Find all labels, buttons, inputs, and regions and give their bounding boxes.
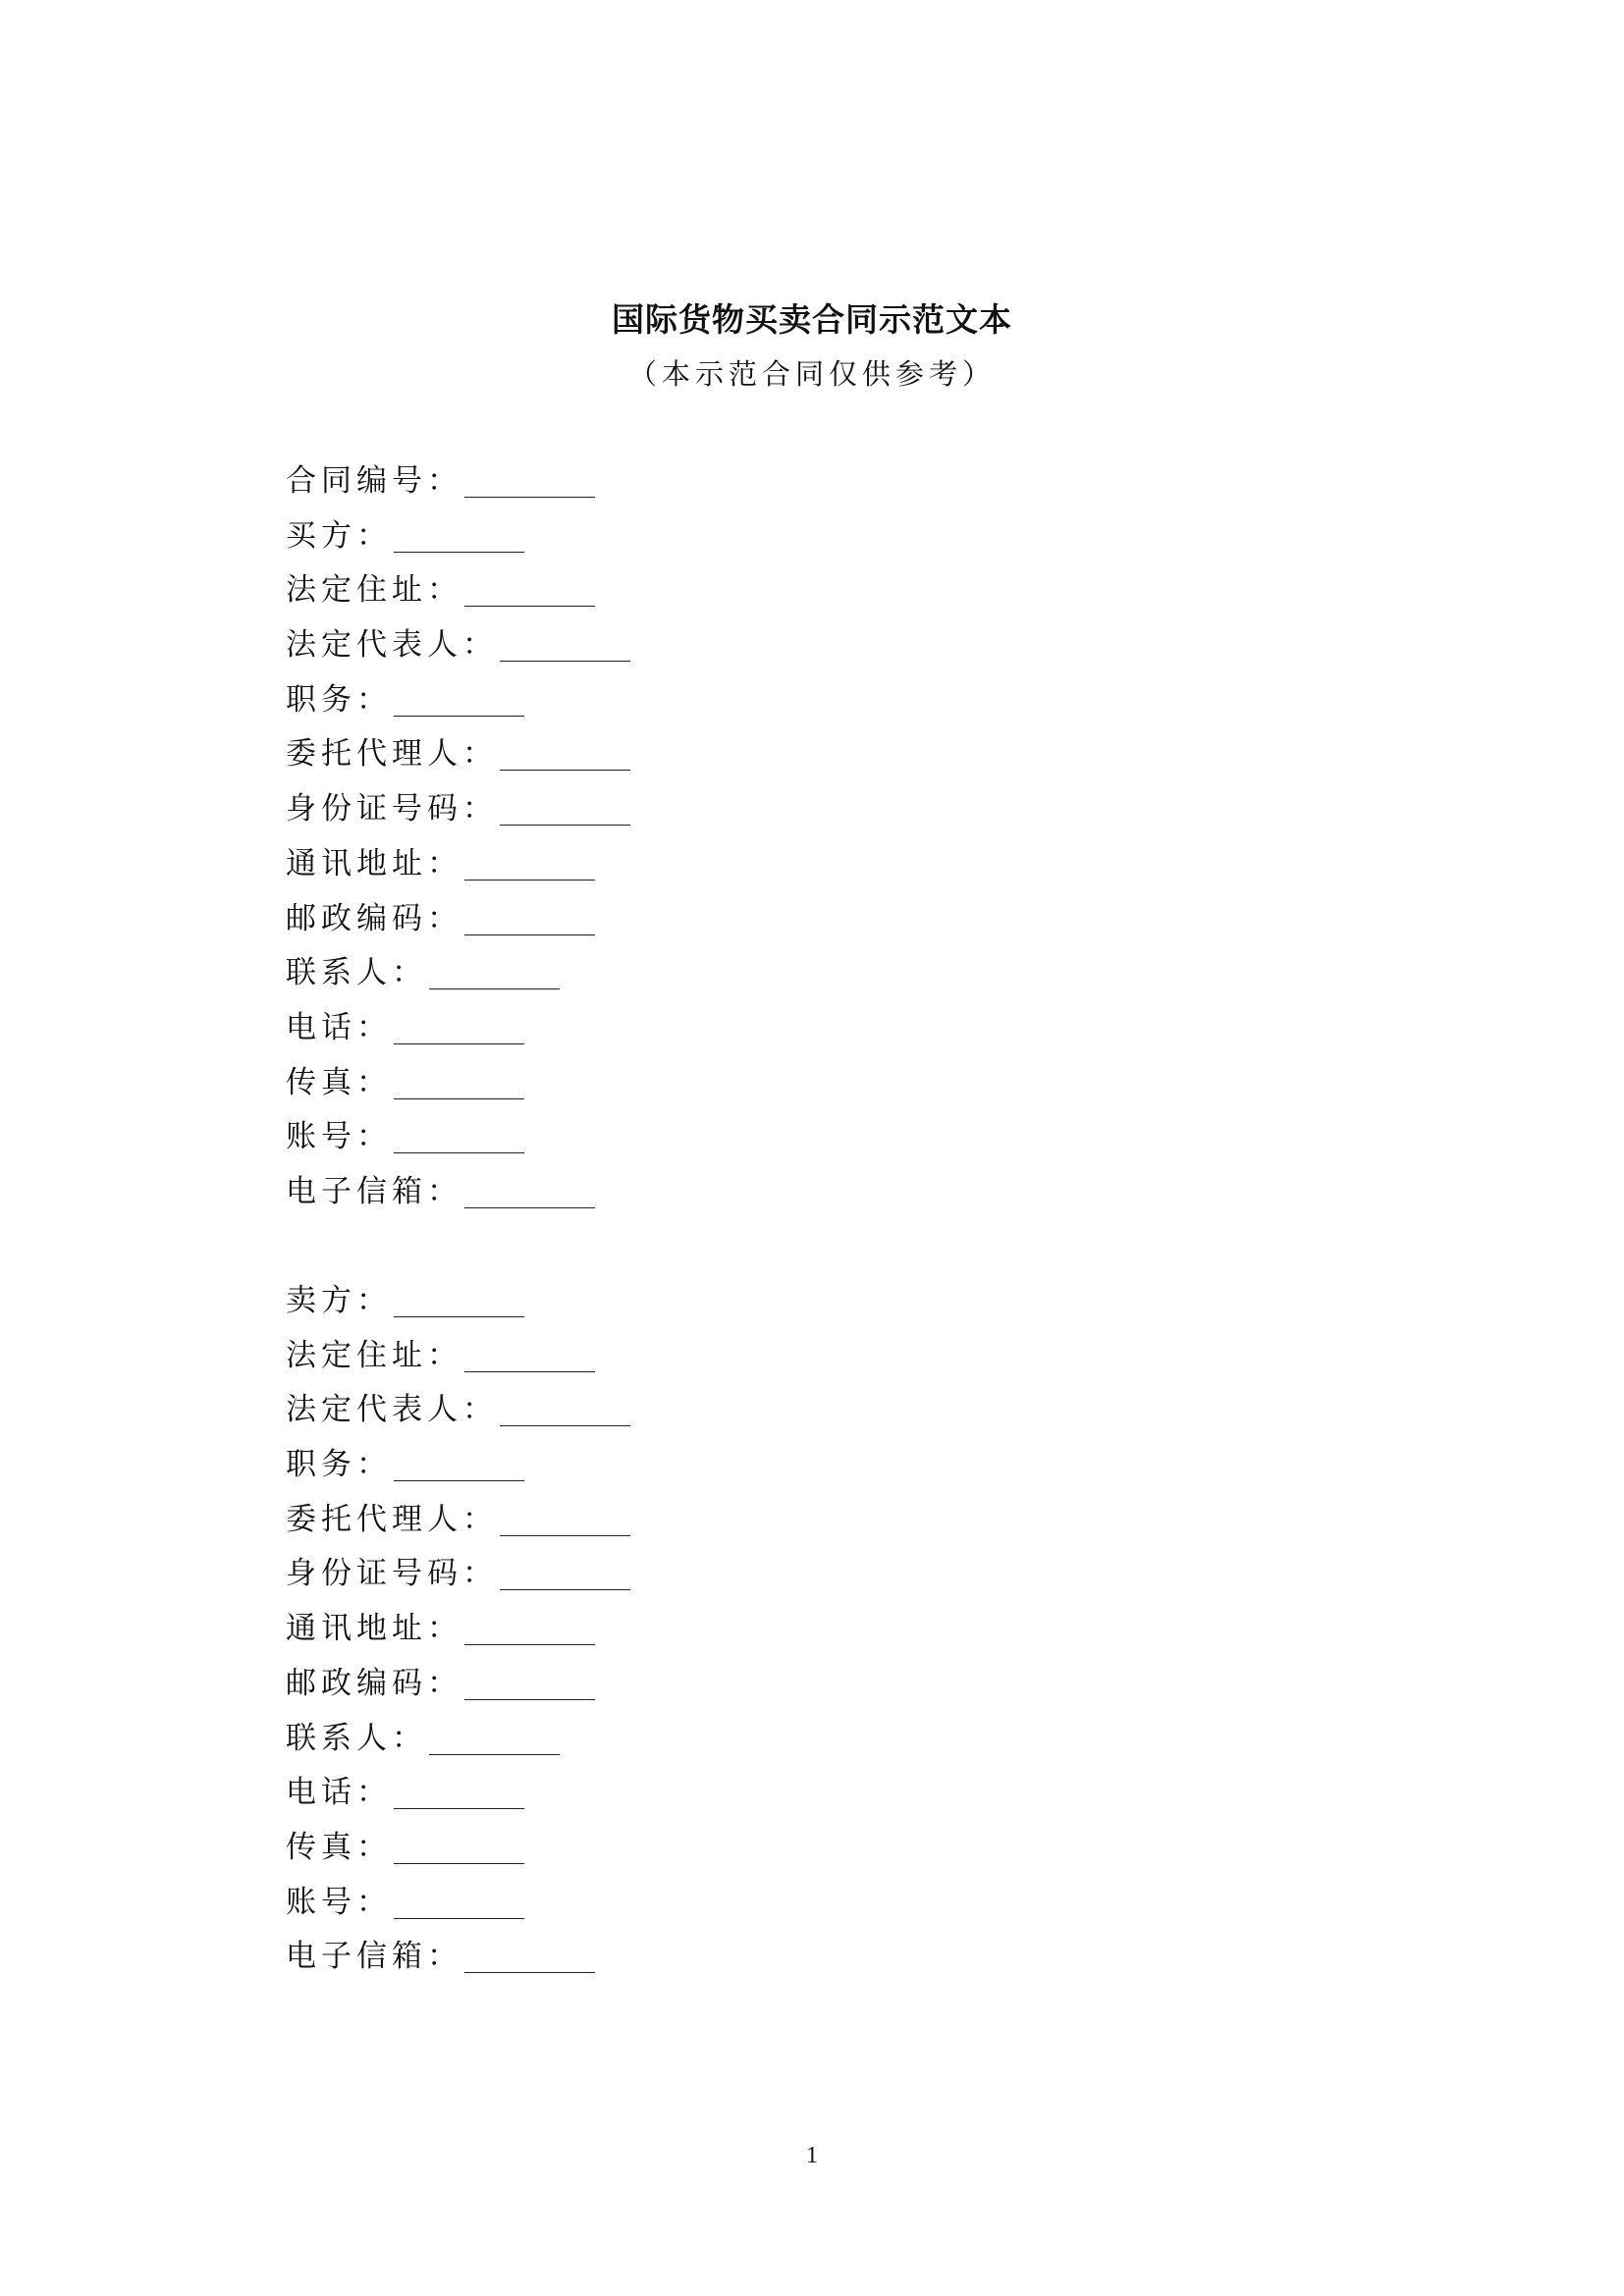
field-label: 联系人： (286, 955, 427, 991)
blank-line (500, 1500, 630, 1536)
field-seller-fax (286, 1828, 630, 1883)
field-buyer-agent (286, 734, 630, 789)
field-seller-id-number (286, 1554, 630, 1609)
blank-line (500, 625, 630, 662)
field-buyer-phone (286, 1008, 630, 1063)
blank-line (394, 1063, 524, 1099)
blank-line (500, 1554, 630, 1590)
field-buyer-mailing-address (286, 844, 630, 899)
blank-line (464, 1937, 595, 1973)
buyer-section (286, 461, 630, 1227)
field-buyer-account (286, 1117, 630, 1172)
field-buyer-email (286, 1172, 630, 1227)
field-label: 电话： (286, 1775, 392, 1811)
field-buyer-address (286, 570, 630, 625)
field-label: 职务： (286, 681, 392, 718)
field-label: 法定代表人： (286, 627, 498, 664)
field-label: 买方： (286, 517, 392, 554)
blank-line (429, 1719, 560, 1755)
blank-line (464, 1609, 595, 1645)
seller-section (286, 1281, 630, 1992)
field-buyer-postcode (286, 899, 630, 954)
field-seller-address (286, 1336, 630, 1391)
blank-line (394, 1828, 524, 1864)
blank-line (394, 680, 524, 717)
blank-line (394, 1008, 524, 1044)
field-label: 法定住址： (286, 572, 462, 609)
blank-line (394, 1445, 524, 1481)
field-label: 电子信箱： (286, 1939, 462, 1975)
field-label: 通讯地址： (286, 845, 462, 881)
field-label: 通讯地址： (286, 1611, 462, 1647)
field-buyer-id-number (286, 789, 630, 844)
document-title: 国际货物买卖合同示范文本 (612, 300, 1012, 339)
field-seller-agent (286, 1500, 630, 1555)
field-label: 账号： (286, 1119, 392, 1155)
field-seller-position (286, 1445, 630, 1500)
blank-line (500, 734, 630, 771)
blank-line (394, 1281, 524, 1317)
field-label: 法定代表人： (286, 1392, 498, 1428)
blank-line (394, 1117, 524, 1153)
blank-line (464, 844, 595, 881)
field-buyer-position (286, 680, 630, 735)
field-label: 传真： (286, 1064, 392, 1100)
field-label: 传真： (286, 1829, 392, 1865)
field-seller-email (286, 1937, 630, 1992)
blank-line (464, 1172, 595, 1208)
field-seller-postcode (286, 1664, 630, 1719)
field-buyer (286, 516, 630, 571)
blank-line (500, 789, 630, 826)
field-seller-contact (286, 1719, 630, 1774)
blank-line (464, 570, 595, 607)
field-label: 邮政编码： (286, 1665, 462, 1701)
blank-line (464, 899, 595, 935)
blank-line (464, 1336, 595, 1372)
document-subtitle: （本示范合同仅供参考） (627, 357, 996, 391)
blank-line (500, 1390, 630, 1426)
field-label: 电话： (286, 1009, 392, 1045)
field-seller-legal-rep (286, 1390, 630, 1445)
field-buyer-fax (286, 1063, 630, 1118)
field-label: 账号： (286, 1884, 392, 1920)
field-contract-number (286, 461, 630, 516)
field-buyer-contact (286, 953, 630, 1008)
field-label: 委托代理人： (286, 1501, 498, 1537)
blank-line (429, 953, 560, 989)
field-label: 邮政编码： (286, 900, 462, 936)
field-label: 合同编号： (286, 463, 462, 499)
field-seller-account (286, 1883, 630, 1938)
page-number: 1 (806, 2143, 818, 2168)
blank-line (464, 461, 595, 498)
field-label: 身份证号码： (286, 791, 498, 828)
field-seller-mailing-address (286, 1609, 630, 1664)
field-label: 职务： (286, 1447, 392, 1483)
blank-line (394, 516, 524, 553)
blank-line (394, 1773, 524, 1809)
field-buyer-legal-rep (286, 625, 630, 680)
field-label: 委托代理人： (286, 736, 498, 773)
field-seller (286, 1281, 630, 1336)
field-seller-phone (286, 1773, 630, 1828)
blank-line (464, 1664, 595, 1700)
field-label: 联系人： (286, 1720, 427, 1756)
field-label: 电子信箱： (286, 1173, 462, 1209)
field-label: 卖方： (286, 1283, 392, 1318)
blank-line (394, 1883, 524, 1919)
field-label: 身份证号码： (286, 1556, 498, 1592)
field-label: 法定住址： (286, 1337, 462, 1373)
